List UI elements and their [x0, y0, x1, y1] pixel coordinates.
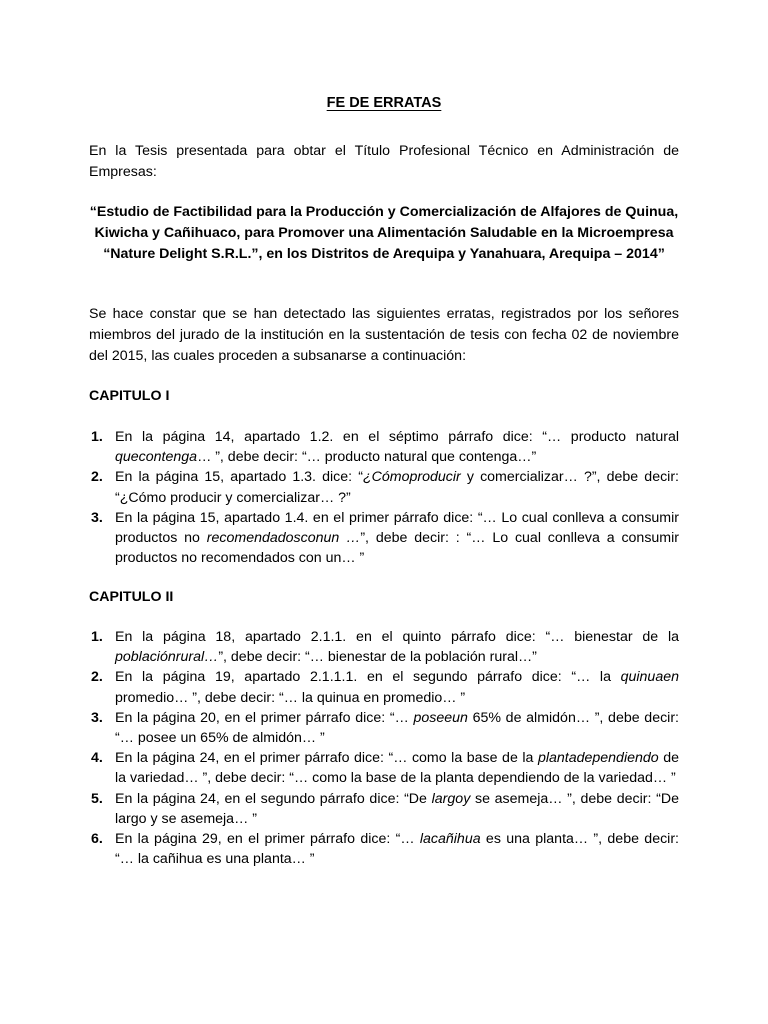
errata-item-text: En la página 24, en el segundo párrafo dice: “De largoy se asemeja… ”, debe decir: “De largo y se asemeja… ” — [115, 790, 679, 827]
errata-item-text: En la página 15, apartado 1.4. en el primer párrafo dice: “… Lo cual conlleva a consumir productos no recomendadosconun …”, debe decir: : “… Lo cual conlleva a consumir productos no recomendados con un… ” — [115, 509, 679, 567]
errata-item — [89, 708, 679, 748]
errata-item-number: 1. — [91, 429, 103, 445]
errata-item-number: 2. — [91, 669, 103, 686]
errata-item-text: En la página 19, apartado 2.1.1.1. en el segundo párrafo dice: “… la quinuaen promedio… ”, debe decir: “… la quinua en promedio… ” — [115, 669, 679, 706]
errata-item-number: 1. — [91, 629, 103, 645]
chapter-heading-1: CAPITULO I — [89, 388, 170, 404]
errata-item-number: 2. — [91, 469, 103, 486]
errata-item-text: En la página 20, en el primer párrafo dice: “… poseeun 65% de almidón… ”, debe decir: “… posee un 65% de almidón… ” — [115, 709, 680, 747]
erratum-word: poblaciónrural… — [115, 649, 219, 666]
errata-item-text: En la página 29, en el primer párrafo dice: “… lacañihua es una planta… ”, debe decir: “… la cañihua es una planta… ” — [115, 831, 679, 868]
erratum-word: largoy — [431, 790, 471, 807]
errata-item-text: En la página 24, en el primer párrafo dice: “… como la base de la plantadependiendo de la variedad… ”, debe decir: “… como la base de la planta dependiendo de la variedad… ” — [115, 750, 679, 787]
errata-item — [89, 627, 679, 667]
errata-item-text: En la página 18, apartado 2.1.1. en el quinto párrafo dice: “… bienestar de la poblaciónrural…”, debe decir: “… bienestar de la población rural…” — [115, 629, 679, 666]
chapter-heading-2: CAPITULO II — [89, 589, 174, 605]
errata-item-text: En la página 14, apartado 1.2. en el séptimo párrafo dice: “… producto natural quecontenga… ”, debe decir: “… producto natural que contenga…” — [115, 429, 679, 466]
errata-item — [89, 667, 679, 707]
errata-item — [89, 467, 679, 507]
errata-item-number: 3. — [91, 509, 103, 526]
errata-item-number: 5. — [91, 790, 103, 807]
errata-item-text: En la página 15, apartado 1.3. dice: “¿Cómoproducir y comercializar… ?”, debe decir: “¿Cómo producir y comercializar… ?” — [115, 469, 680, 506]
errata-item — [89, 748, 679, 788]
errata-item — [89, 427, 679, 467]
errata-item — [89, 508, 679, 569]
erratum-word: plantadependiendo — [537, 750, 659, 767]
erratum-word: poseeun — [413, 709, 468, 726]
erratum-word: ¿Cómoproducir — [362, 469, 461, 486]
errata-item-number: 3. — [91, 709, 103, 726]
document-title: FE DE ERRATAS — [326, 95, 442, 111]
erratum-word: quecontenga — [115, 449, 198, 466]
notice-paragraph: Se hace constar que se han detectado las siguientes erratas, registrados por los señores miembros del jurado de la institución en la sustentación de tesis con fecha 02 de noviembre del 2015, las cuales proceden a subsanarse a continuación: — [89, 306, 679, 364]
errata-item — [89, 789, 679, 829]
erratum-word: lacañihua — [419, 831, 481, 848]
errata-item — [89, 829, 679, 869]
erratum-word: quinuaen — [620, 669, 679, 686]
errata-list-chapter-2 — [89, 627, 679, 869]
thesis-title: “Estudio de Factibilidad para la Producción y Comercialización de Alfajores de Quinua, Kiwicha y Cañihuaco, para Promover una Alimentación Saludable en la Microempresa “Nature Delight S.R.L.”, en los Distritos de Arequipa y Yanahuara, Arequipa – 2014” — [89, 204, 679, 262]
errata-item-number: 6. — [91, 831, 103, 848]
errata-item-number: 4. — [91, 750, 103, 767]
errata-list-chapter-1 — [89, 427, 679, 568]
erratum-word: recomendadosconun … — [206, 530, 361, 547]
intro-paragraph: En la Tesis presentada para obtar el Título Profesional Técnico en Administración de Empresas: — [89, 143, 679, 180]
